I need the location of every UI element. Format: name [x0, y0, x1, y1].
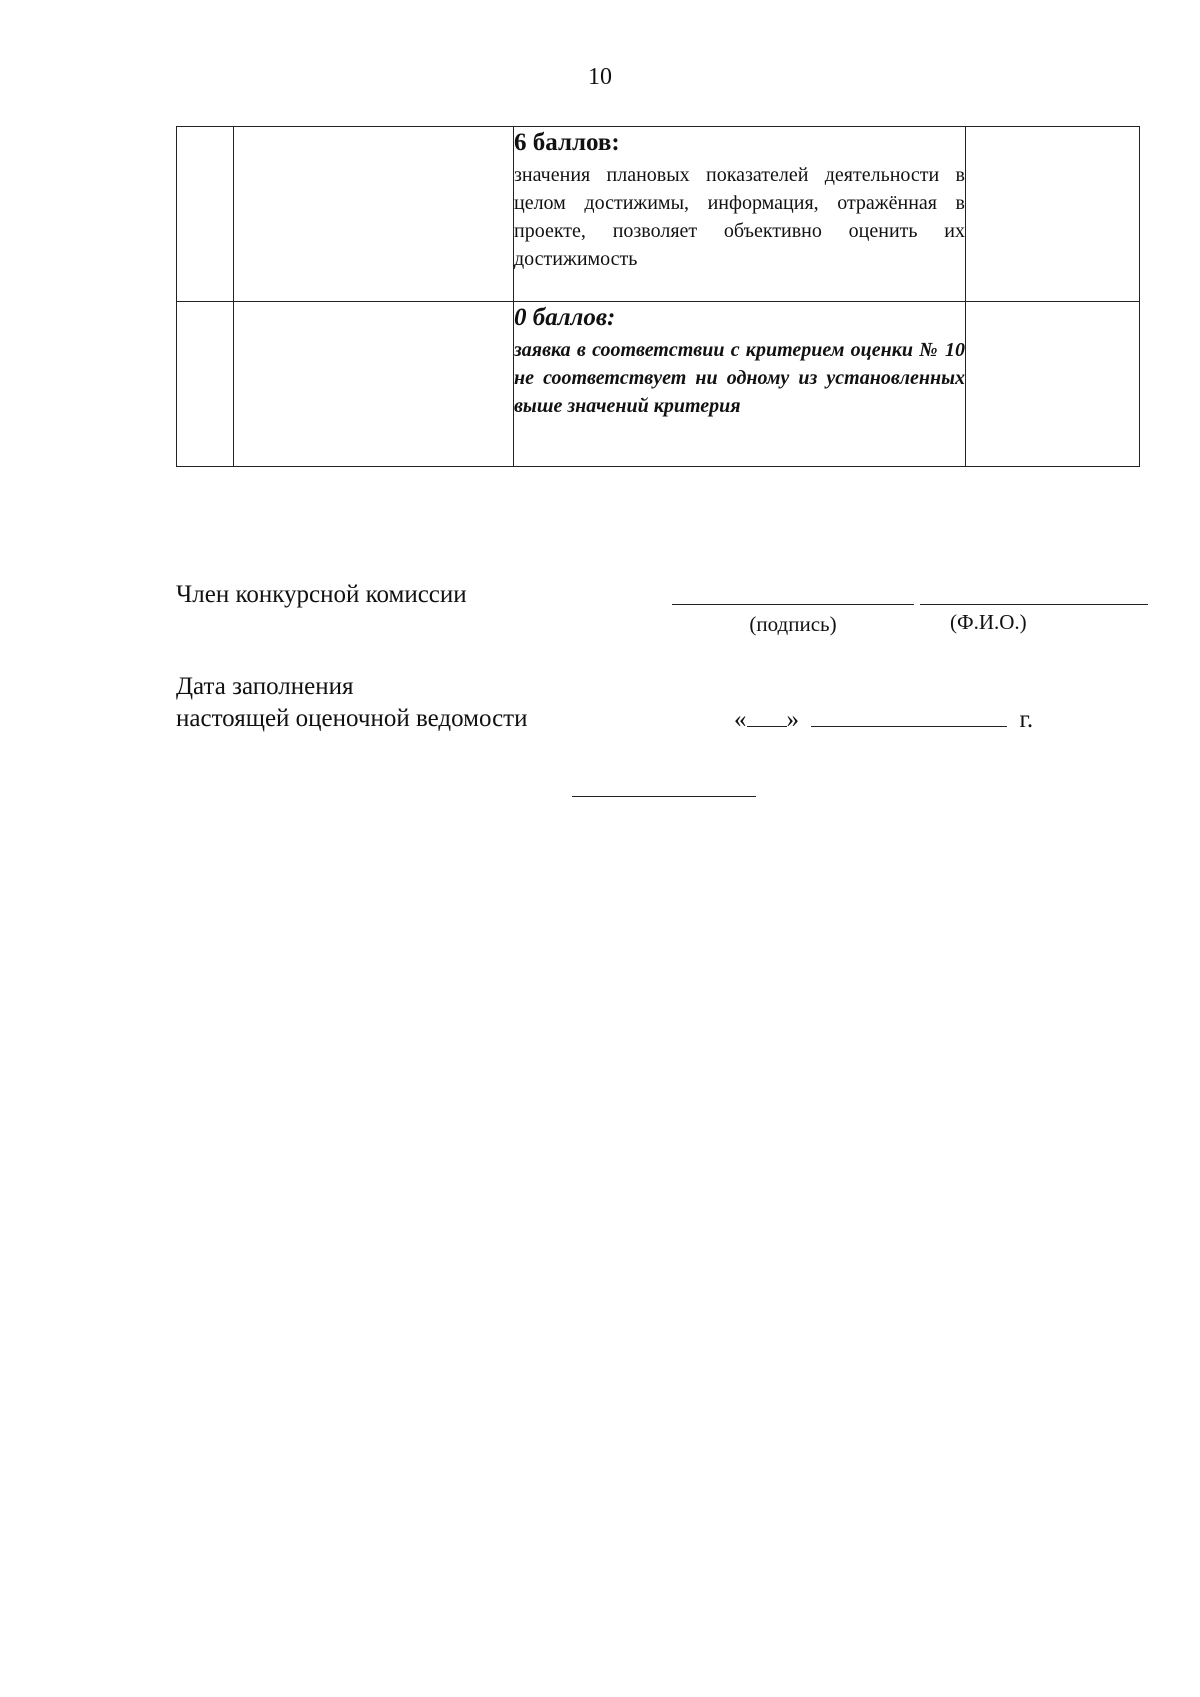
- number-cell: [177, 127, 234, 302]
- score-heading: 0 баллов:: [514, 304, 616, 331]
- score-value-cell: [966, 302, 1140, 467]
- date-field: [734, 704, 1033, 735]
- table-row: [177, 302, 1140, 467]
- score-description: заявка в соответствии с критерием оценки № 10 не соответствует ни одному из установленных выше значений критерия: [514, 339, 965, 417]
- date-label-line1: Дата заполнения: [176, 673, 354, 700]
- year-suffix: г.: [1019, 706, 1034, 733]
- date-close-quote: »: [786, 706, 799, 733]
- name-caption: (Ф.И.О.): [950, 610, 1027, 634]
- page-number: 10: [588, 64, 612, 90]
- end-of-document-line: [572, 796, 756, 797]
- day-blank: [747, 704, 787, 727]
- number-cell: [177, 302, 234, 467]
- table-row: [177, 127, 1140, 302]
- date-label-line2: настоящей оценочной ведомости: [176, 705, 528, 732]
- signature-line: [672, 604, 914, 605]
- date-open-quote: «: [734, 706, 747, 733]
- signature-caption: (подпись): [749, 612, 837, 636]
- name-line: [920, 604, 1148, 605]
- commission-member-label: Член конкурсной комиссии: [176, 581, 467, 608]
- score-value-cell: [966, 127, 1140, 302]
- evaluation-table: [176, 126, 1140, 467]
- score-heading: 6 баллов:: [514, 129, 620, 156]
- score-criterion-cell: [514, 302, 966, 467]
- criterion-name-cell: [234, 302, 514, 467]
- score-criterion-cell: [514, 127, 966, 302]
- criterion-name-cell: [234, 127, 514, 302]
- score-description: значения плановых показателей деятельности в целом достижимы, информация, отражённая в проекте, позволяет объективно оценить их достижимость: [514, 164, 965, 270]
- month-blank: [811, 704, 1007, 727]
